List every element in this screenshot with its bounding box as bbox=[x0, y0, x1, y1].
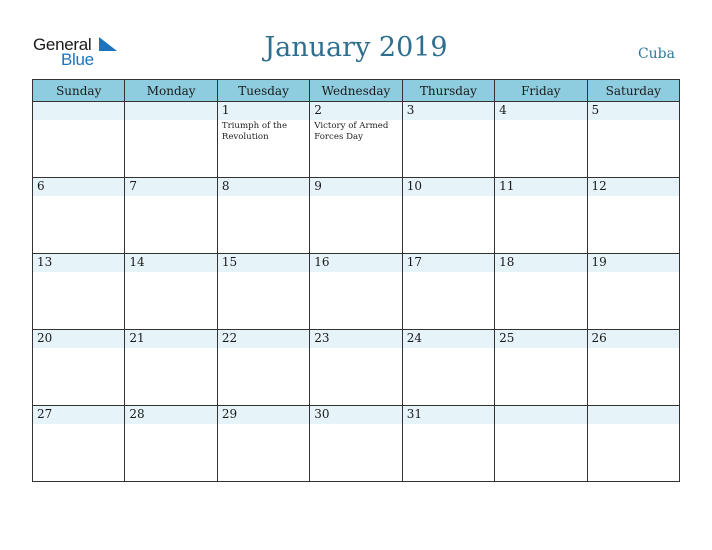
day-number-bar bbox=[33, 102, 124, 120]
calendar-week-row bbox=[33, 254, 680, 330]
day-number: 8 bbox=[221, 179, 230, 193]
day-number: 13 bbox=[37, 255, 53, 269]
day-number-bar bbox=[218, 178, 309, 196]
day-number: 27 bbox=[37, 407, 53, 421]
calendar-day-cell bbox=[125, 406, 217, 482]
calendar-day-cell bbox=[587, 406, 679, 482]
calendar-day-cell bbox=[33, 254, 125, 330]
calendar-week-row bbox=[33, 178, 680, 254]
day-number-bar bbox=[125, 254, 216, 272]
calendar-body bbox=[33, 102, 680, 482]
weekday-header-monday: Monday bbox=[125, 80, 217, 102]
day-number: 28 bbox=[129, 407, 145, 421]
day-number-bar bbox=[403, 102, 494, 120]
calendar-grid bbox=[32, 79, 680, 482]
calendar-day-cell bbox=[310, 178, 402, 254]
calendar-day-cell bbox=[587, 178, 679, 254]
page-title: January 2019 bbox=[264, 32, 448, 63]
weekday-header-wednesday: Wednesday bbox=[310, 80, 402, 102]
calendar-day-cell bbox=[33, 102, 125, 178]
day-number-bar bbox=[403, 178, 494, 196]
holiday-label: Triumph of the Revolution bbox=[221, 121, 288, 142]
calendar-day-cell bbox=[495, 178, 587, 254]
day-number: 31 bbox=[406, 407, 422, 421]
day-number-bar bbox=[495, 330, 586, 348]
day-number-bar bbox=[125, 178, 216, 196]
calendar-day-cell bbox=[495, 102, 587, 178]
day-number-bar bbox=[33, 330, 124, 348]
weekday-header-tuesday: Tuesday bbox=[217, 80, 309, 102]
day-number-bar bbox=[310, 178, 401, 196]
day-number-bar bbox=[403, 330, 494, 348]
day-number-bar bbox=[495, 406, 586, 424]
day-number-bar bbox=[588, 330, 679, 348]
calendar-day-cell bbox=[217, 406, 309, 482]
day-number: 14 bbox=[129, 255, 145, 269]
day-number-bar bbox=[218, 406, 309, 424]
day-number: 20 bbox=[37, 331, 53, 345]
calendar-day-cell bbox=[587, 330, 679, 406]
calendar-day-cell bbox=[125, 102, 217, 178]
holiday-label: Victory of Armed Forces Day bbox=[314, 121, 389, 142]
day-number: 26 bbox=[591, 331, 607, 345]
logo-text-general: General bbox=[33, 35, 92, 54]
day-number-bar bbox=[125, 330, 216, 348]
calendar-day-cell bbox=[402, 102, 494, 178]
calendar-day-cell bbox=[217, 102, 309, 178]
day-number-bar bbox=[310, 254, 401, 272]
calendar-week-row bbox=[33, 102, 680, 178]
weekday-header-saturday: Saturday bbox=[587, 80, 679, 102]
country-label: Cuba bbox=[637, 46, 675, 62]
day-number: 12 bbox=[591, 179, 607, 193]
day-number-bar bbox=[495, 254, 586, 272]
day-number-bar bbox=[33, 254, 124, 272]
day-number: 9 bbox=[314, 179, 322, 193]
day-number: 7 bbox=[129, 179, 138, 193]
day-number-bar bbox=[125, 406, 216, 424]
calendar-day-cell bbox=[310, 102, 402, 178]
calendar-day-cell bbox=[33, 178, 125, 254]
calendar-day-cell bbox=[402, 254, 494, 330]
calendar-day-cell bbox=[587, 254, 679, 330]
day-number-bar bbox=[125, 102, 216, 120]
day-number: 17 bbox=[406, 255, 422, 269]
calendar-day-cell bbox=[125, 330, 217, 406]
day-number: 2 bbox=[314, 103, 322, 117]
calendar-day-cell bbox=[495, 254, 587, 330]
calendar-day-cell bbox=[217, 330, 309, 406]
day-number: 15 bbox=[221, 255, 238, 269]
day-number-bar bbox=[33, 178, 124, 196]
day-number: 10 bbox=[406, 179, 422, 193]
day-number: 5 bbox=[591, 103, 600, 117]
day-number: 21 bbox=[129, 331, 145, 345]
day-number-bar bbox=[588, 406, 679, 424]
day-number: 24 bbox=[406, 331, 422, 345]
day-number: 30 bbox=[314, 407, 330, 421]
day-number: 29 bbox=[221, 407, 238, 421]
day-number: 23 bbox=[314, 331, 330, 345]
day-number-bar bbox=[218, 102, 309, 120]
calendar-day-cell bbox=[495, 406, 587, 482]
day-number: 1 bbox=[221, 103, 230, 117]
calendar-day-cell bbox=[310, 406, 402, 482]
day-number-bar bbox=[495, 178, 586, 196]
calendar-day-cell bbox=[310, 254, 402, 330]
calendar-day-cell bbox=[587, 102, 679, 178]
day-number: 16 bbox=[314, 255, 330, 269]
day-number-bar bbox=[310, 406, 401, 424]
logo-text-blue: Blue bbox=[61, 50, 94, 69]
day-number: 4 bbox=[499, 103, 507, 117]
calendar-day-cell bbox=[402, 406, 494, 482]
day-number-bar bbox=[495, 102, 586, 120]
day-number-bar bbox=[218, 254, 309, 272]
day-number: 6 bbox=[37, 179, 45, 193]
weekday-header-sunday: Sunday bbox=[33, 80, 125, 102]
day-number: 3 bbox=[406, 103, 415, 117]
day-number-bar bbox=[310, 330, 401, 348]
day-number-bar bbox=[403, 254, 494, 272]
calendar-day-cell bbox=[402, 178, 494, 254]
calendar-day-cell bbox=[125, 178, 217, 254]
weekday-header-row bbox=[33, 80, 680, 102]
calendar-day-cell bbox=[125, 254, 217, 330]
calendar-day-cell bbox=[402, 330, 494, 406]
calendar-day-cell bbox=[495, 330, 587, 406]
day-number-bar bbox=[588, 178, 679, 196]
day-number: 25 bbox=[499, 331, 515, 345]
day-number: 19 bbox=[591, 255, 607, 269]
weekday-header-thursday: Thursday bbox=[402, 80, 494, 102]
day-number-bar bbox=[588, 254, 679, 272]
calendar-day-cell bbox=[310, 330, 402, 406]
calendar-day-cell bbox=[33, 406, 125, 482]
day-number: 18 bbox=[499, 255, 515, 269]
day-number-bar bbox=[33, 406, 124, 424]
day-number: 11 bbox=[499, 179, 515, 193]
day-number-bar bbox=[588, 102, 679, 120]
weekday-header-friday: Friday bbox=[495, 80, 587, 102]
day-number: 22 bbox=[221, 331, 238, 345]
calendar-day-cell bbox=[217, 254, 309, 330]
day-number-bar bbox=[310, 102, 401, 120]
calendar-week-row bbox=[33, 406, 680, 482]
calendar-day-cell bbox=[33, 330, 125, 406]
calendar-week-row bbox=[33, 330, 680, 406]
day-number-bar bbox=[218, 330, 309, 348]
calendar-day-cell bbox=[217, 178, 309, 254]
day-number-bar bbox=[403, 406, 494, 424]
